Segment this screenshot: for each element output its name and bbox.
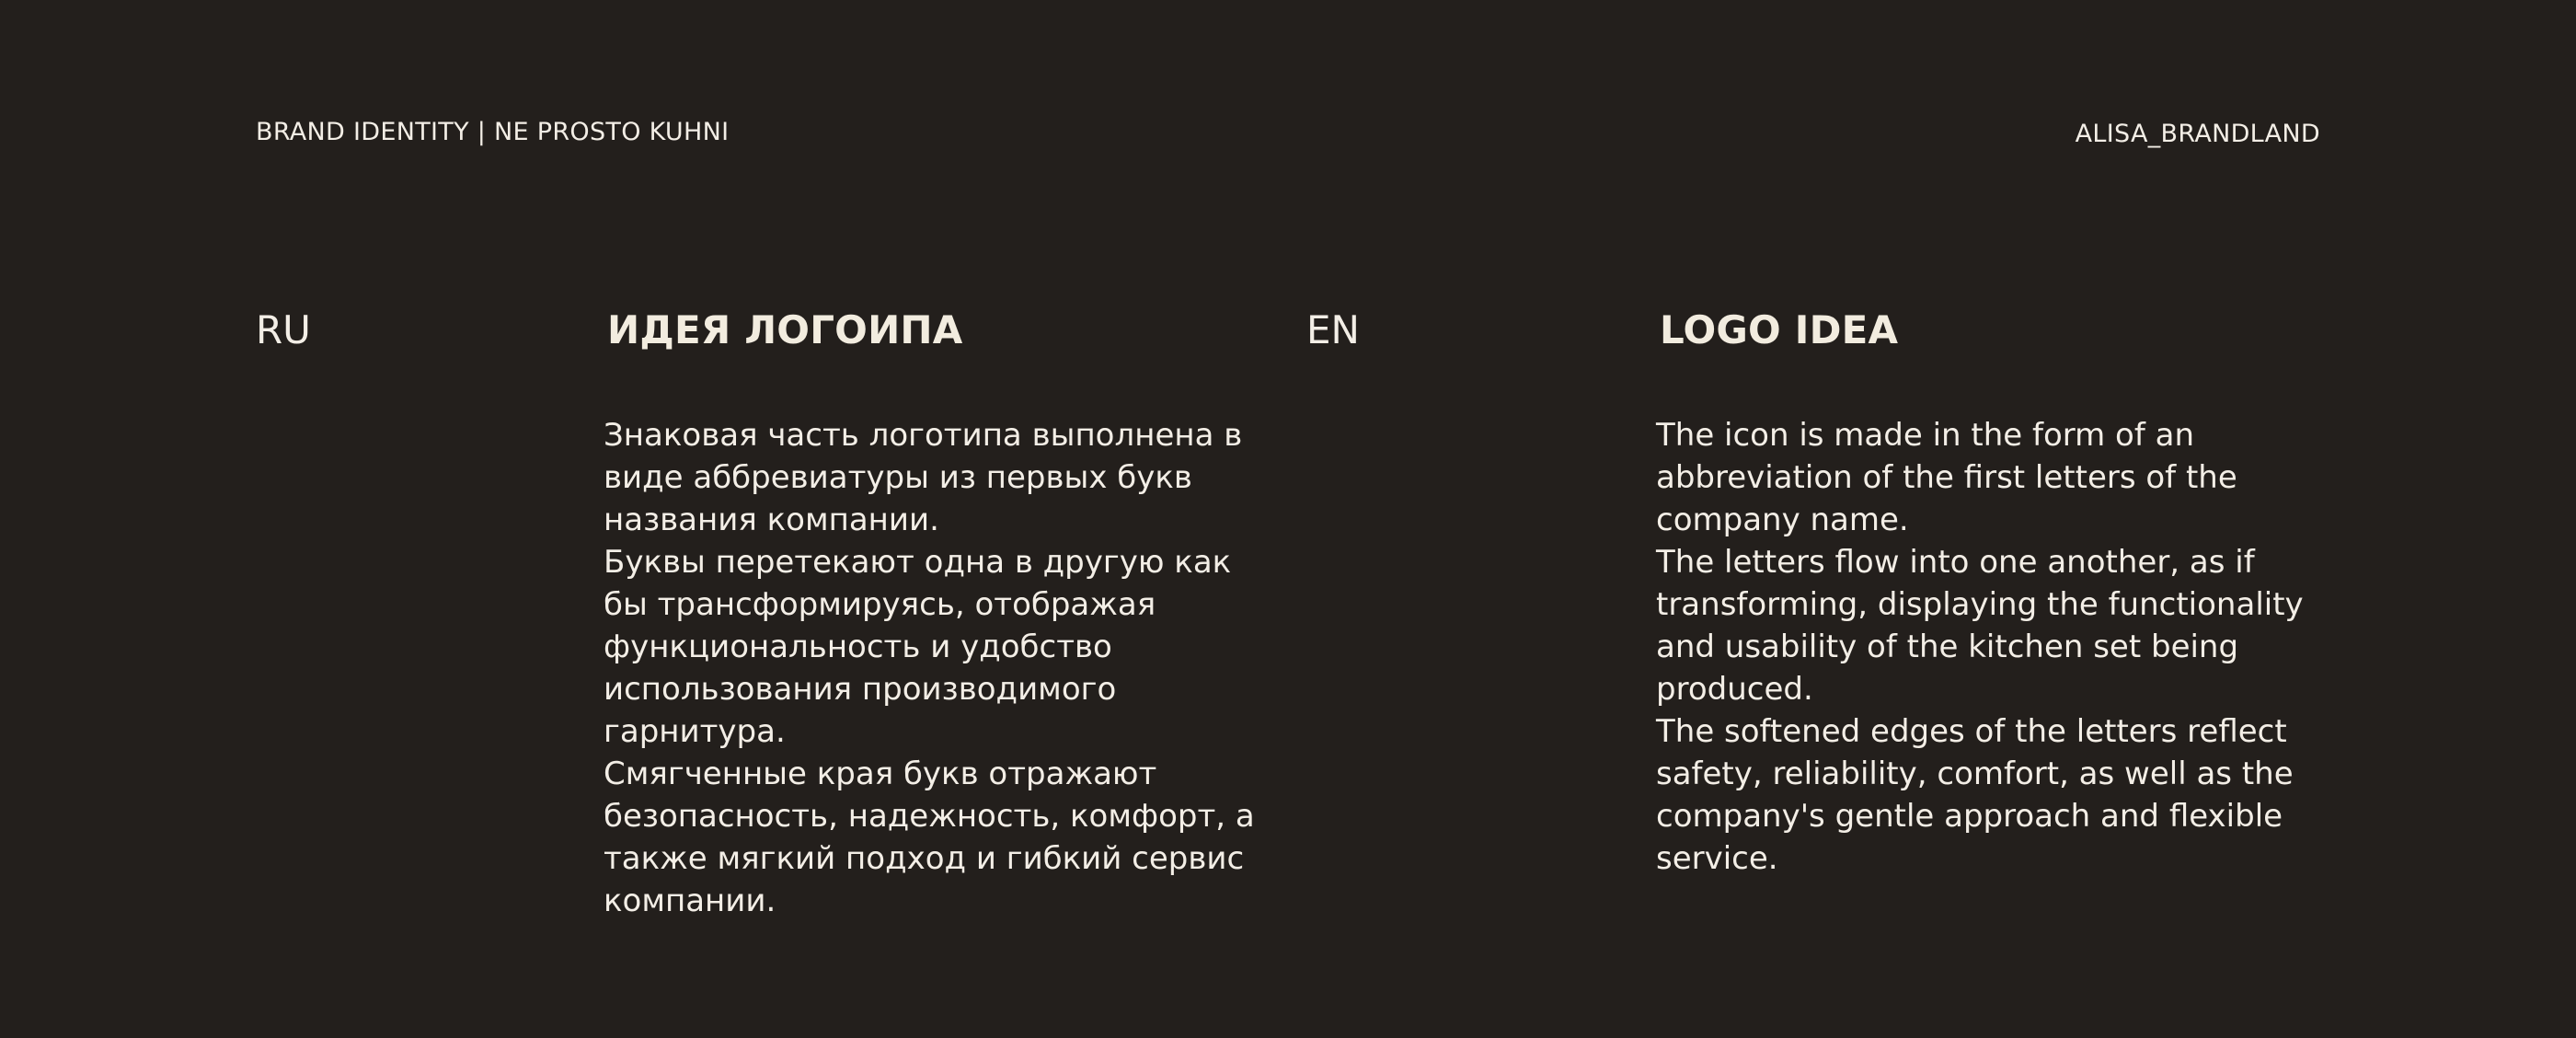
paragraph-en-1: The icon is made in the form of an abbreviation of the first letters of the company name.: [1656, 417, 2237, 538]
lang-label-ru: RU: [256, 307, 311, 352]
paragraph-ru-1: Знаковая часть логотипа выполнена в виде аббревиатуры из первых букв названия компании.: [604, 417, 1243, 538]
paragraph-en-2: The letters flow into one another, as if transforming, displaying the functionality and usability of the kitchen set being produced.: [1656, 544, 2304, 708]
paragraph-ru-3: Смягченные края букв отражают безопасность, надежность, комфорт, а также мягкий подход и гибкий сервис компании.: [604, 755, 1255, 919]
paragraph-en-3: The softened edges of the letters reflect safety, reliability, comfort, as well as the company's gentle approach and flexible service.: [1656, 713, 2294, 877]
section-title-en: LOGO IDEA: [1660, 307, 1899, 352]
section-body-ru: [604, 414, 1266, 922]
section-body-en: [1656, 414, 2318, 880]
section-title-ru: ИДЕЯ ЛОГОИПА: [607, 307, 963, 352]
author-name: ALISA_BRANDLAND: [2075, 120, 2320, 148]
lang-label-en: EN: [1306, 307, 1360, 352]
paragraph-ru-2: Буквы перетекают одна в другую как бы трансформируясь, отображая функциональность и удобство использования производимого гарнитура.: [604, 544, 1232, 750]
brand-title: BRAND IDENTITY | NE PROSTO KUHNI: [256, 118, 730, 146]
